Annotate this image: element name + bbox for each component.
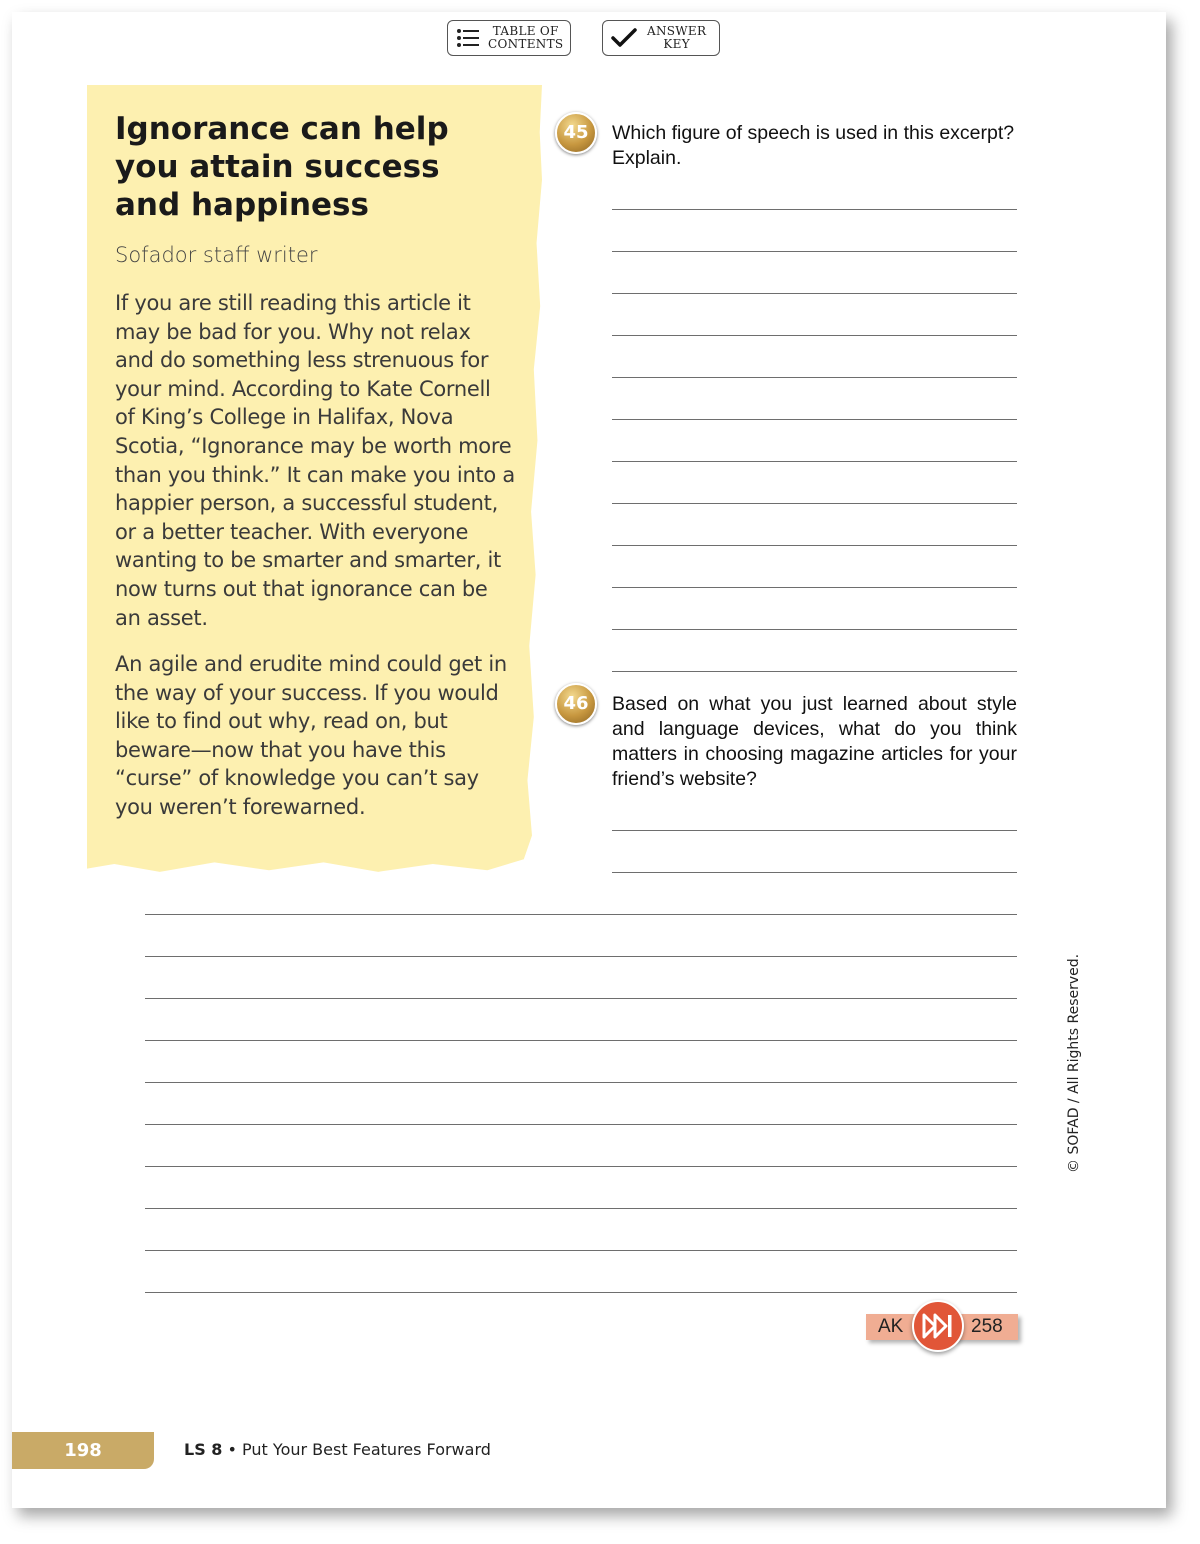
answer-line[interactable]	[612, 671, 1017, 672]
answer-key-page-number: 258	[971, 1316, 1003, 1337]
question-number-badge: 46	[555, 683, 597, 725]
answer-line[interactable]	[612, 335, 1017, 336]
answer-line[interactable]	[612, 461, 1017, 462]
article-paragraph: An agile and erudite mind could get in the way of your success. If you would like to find out why, read on, but beware—now that you have this “curse” of knowledge you can’t say you weren’t forewarned.	[115, 652, 507, 819]
answer-line[interactable]	[145, 1082, 1017, 1083]
answer-line[interactable]	[145, 914, 1017, 915]
footer-section-title	[184, 1440, 491, 1459]
question-text: Which figure of speech is used in this excerpt? Explain.	[612, 122, 1015, 169]
article-title: Ignorance can help you attain success and happiness	[115, 111, 449, 223]
answer-key-button[interactable]	[602, 20, 720, 56]
answer-key-ref-label: AK	[878, 1316, 904, 1337]
question-text: Based on what you just learned about style and language devices, what do you think matters in choosing magazine articles for your friend’s website?	[612, 693, 1017, 790]
answer-line[interactable]	[145, 1208, 1017, 1209]
answer-line[interactable]	[612, 830, 1017, 831]
answer-line[interactable]	[612, 377, 1017, 378]
answer-line[interactable]	[145, 1292, 1017, 1293]
answer-line[interactable]	[612, 503, 1017, 504]
article-paragraph: If you are still reading this article it may be bad for you. Why not relax and do something less strenuous for your mind. According to Kate Cornell of King’s College in Halifax, Nova Scotia, “Ignorance may be worth more than you think.” It can make you into a happier person, a successful student, or a better teacher. With everyone wanting to be smarter and smarter, it now turns out that ignorance can be an asset.	[115, 291, 515, 630]
article-author: Sofador staff writer	[115, 243, 318, 267]
answer-key-label: ANSWER KEY	[647, 24, 707, 51]
copyright-notice: © SOFAD / All Rights Reserved.	[1066, 953, 1082, 1173]
question-number-badge: 45	[555, 112, 597, 154]
answer-key-reference[interactable]	[866, 1300, 1020, 1354]
table-of-contents-button[interactable]	[447, 20, 571, 56]
answer-line[interactable]	[612, 587, 1017, 588]
answer-line[interactable]	[612, 419, 1017, 420]
fast-forward-button[interactable]	[912, 1300, 964, 1352]
answer-line[interactable]	[145, 1040, 1017, 1041]
answer-line[interactable]	[612, 293, 1017, 294]
answer-line[interactable]	[612, 251, 1017, 252]
answer-line[interactable]	[145, 956, 1017, 957]
list-icon	[456, 28, 480, 48]
answer-line[interactable]	[145, 998, 1017, 999]
answer-line[interactable]	[612, 629, 1017, 630]
section-title: Put Your Best Features Forward	[242, 1440, 491, 1459]
page-number: 198	[12, 1432, 154, 1469]
table-of-contents-label: TABLE OF CONTENTS	[488, 24, 564, 51]
separator: •	[227, 1440, 237, 1459]
fast-forward-icon	[922, 1313, 954, 1339]
answer-line[interactable]	[612, 209, 1017, 210]
section-code: LS 8	[184, 1440, 223, 1459]
answer-line[interactable]	[145, 1124, 1017, 1125]
checkmark-icon	[611, 27, 637, 49]
answer-line[interactable]	[145, 1166, 1017, 1167]
answer-line[interactable]	[612, 872, 1017, 873]
answer-line[interactable]	[145, 1250, 1017, 1251]
answer-line[interactable]	[612, 545, 1017, 546]
